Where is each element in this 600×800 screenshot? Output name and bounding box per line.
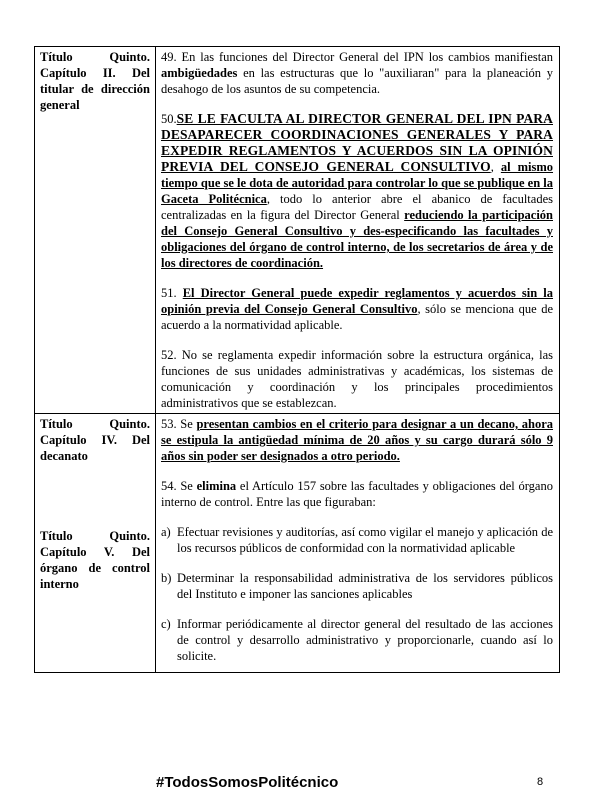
paragraph-54 [161, 478, 553, 510]
list-marker: c) [161, 617, 171, 631]
text-span: en las estructuras que lo "auxiliaran" para la planeación y desahogo de los asuntos de su competencia. [161, 66, 553, 96]
list-item [161, 570, 553, 602]
content-cell [156, 47, 560, 414]
section-title: Título Quinto. Capítulo IV. Del decanato [40, 417, 150, 463]
underlined-bold-text: presentan cambios en el criterio para designar a un decano, ahora se estipula la antigüedad mínima de 20 años y su cargo durará sólo 9 años sin poder ser designados a otro periodo. [161, 417, 554, 463]
list-item [161, 616, 553, 664]
paragraph-49 [161, 49, 553, 97]
paragraph-53 [161, 416, 553, 464]
text-span: el Artículo 157 sobre las facultades y obligaciones del órgano interno de control. Entre las que figuraban: [161, 479, 553, 509]
underlined-bold-text: reduciendo la participación del Consejo General Consultivo y des-especificando las facultades y obligaciones del órgano de control interno, de los secretarios de área y de los directores de coordinación. [161, 208, 553, 270]
paragraph-52 [161, 347, 553, 411]
table-row [35, 414, 560, 673]
paragraph-number: 50. [161, 112, 177, 126]
underlined-bold-text: El Director General puede expedir reglamentos y acuerdos sin la opinión previa del Consejo General Consultivo [161, 286, 554, 316]
paragraph-50 [161, 111, 553, 271]
list-marker: b) [161, 571, 172, 585]
paragraph-number: 53. Se [161, 417, 197, 431]
faculties-list [161, 524, 553, 664]
table-row [35, 47, 560, 414]
underlined-bold-text: SE LE FACULTA AL DIRECTOR GENERAL DEL IPN PARA DESAPARECER COORDINACIONES GENERALES Y PARA EXPEDIR REGLAMENTOS Y ACUERDOS SIN LA OPINIÓN PREVIA DEL CONSEJO GENERAL CONSULTIVO [161, 111, 553, 174]
text-span: , [490, 160, 501, 174]
content-cell [156, 414, 560, 673]
text-span: 49. En las funciones del Director General del IPN los cambios manifiestan [161, 50, 553, 64]
paragraph-51 [161, 285, 553, 333]
list-item-text: Efectuar revisiones y auditorías, así como vigilar el manejo y aplicación de los recursos públicos de conformidad con la normatividad aplicable [177, 525, 553, 555]
text-span: , sólo se menciona que de acuerdo a la normatividad aplicable. [161, 302, 553, 332]
page-number: 8 [537, 776, 544, 788]
text-span: 52. No se reglamenta expedir información sobre la estructura orgánica, las funciones de sus unidades administrativas y académicas, los sistemas de comunicación y coordinación y los principales procedimientos administrativos que se establezcan. [161, 348, 553, 410]
list-item [161, 524, 553, 556]
list-item-text: Informar periódicamente al director general del resultado de las acciones de control y desarrollo administrativo y proporcionarle, cuando así lo solicite. [177, 617, 553, 663]
list-marker: a) [161, 525, 171, 539]
text-span: 54. Se [161, 479, 197, 493]
underlined-bold-text: al mismo tiempo que se le dota de autoridad para controlar lo que se publique en la Gaceta Politécnica [161, 160, 554, 206]
bold-text: elimina [196, 479, 237, 493]
footer-hashtag: #TodosSomosPolitécnico [156, 774, 339, 791]
bold-text: ambigüedades [161, 66, 238, 80]
paragraph-number: 51. [161, 286, 183, 300]
text-span: , todo lo anterior abre el abanico de facultades centralizadas en la figura del Director General [161, 192, 553, 222]
spacer [40, 464, 150, 528]
section-title: Título Quinto. Capítulo V. Del órgano de control interno [40, 529, 150, 591]
section-title-cell [35, 414, 156, 673]
section-title-cell [35, 47, 156, 414]
section-title: Título Quinto. Capítulo II. Del titular de dirección general [40, 50, 150, 112]
list-item-text: Determinar la responsabilidad administrativa de los servidores públicos del Instituto e imponer las sanciones aplicables [177, 571, 553, 601]
document-table [34, 46, 560, 673]
